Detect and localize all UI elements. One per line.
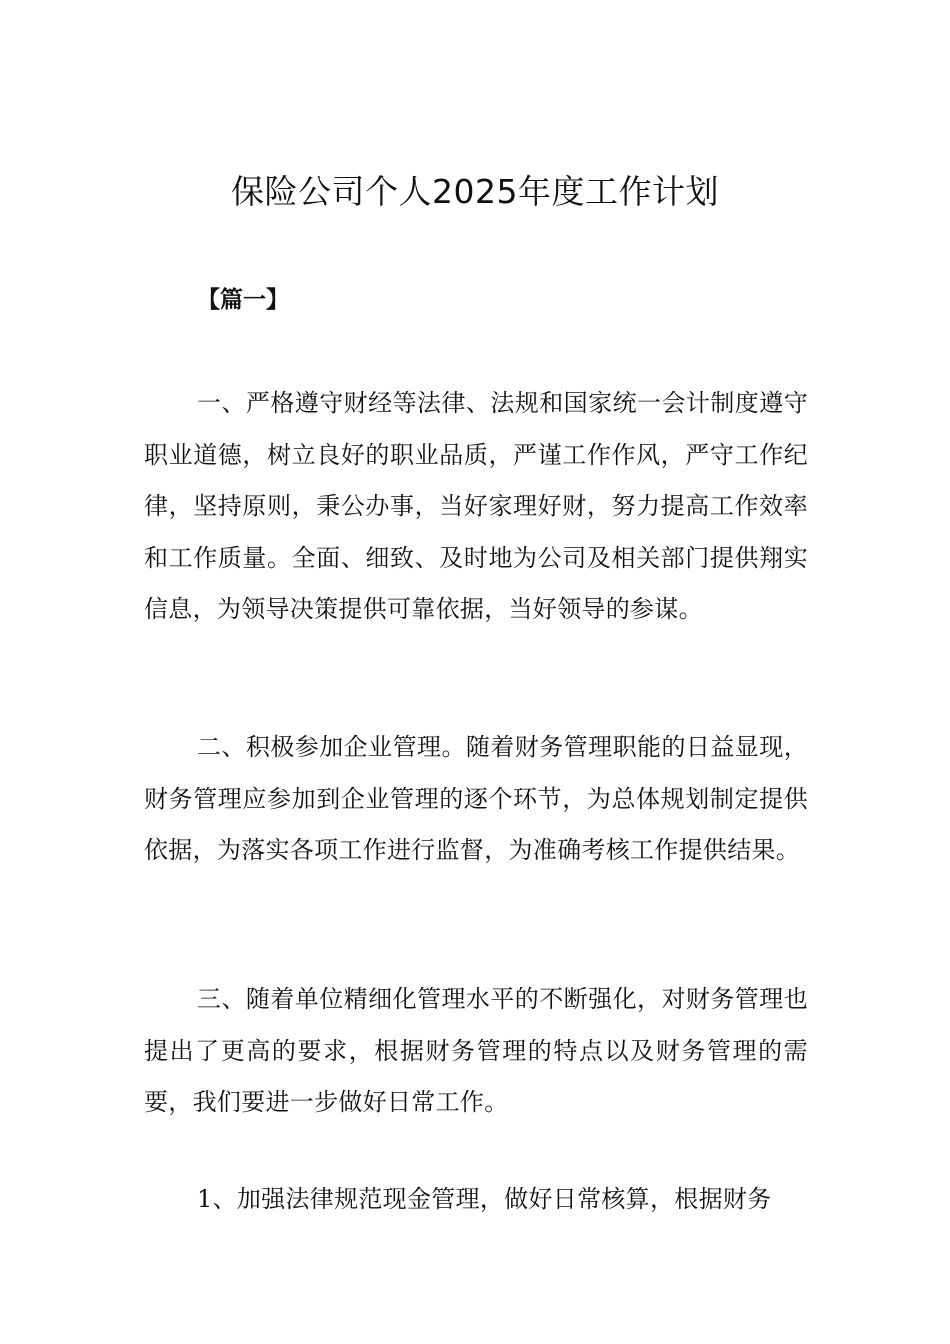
paragraph-4: 1、加强法律规范现金管理，做好日常核算，根据财务 xyxy=(197,1185,772,1213)
paragraph-1: 一、严格遵守财经等法律、法规和国家统一会计制度遵守职业道德，树立良好的职业品质，严谨工作作风，严守工作纪律，坚持原则，秉公办事，当好家理好财，努力提高工作效率和工作质量。全面、细致、及时地为公司及相关部门提供翔实信息，为领导决策提供可靠依据，当好领导的参谋。 xyxy=(144,389,808,623)
paragraph-3: 三、随着单位精细化管理水平的不断强化，对财务管理也提出了更高的要求，根据财务管理的特点以及财务管理的需要，我们要进一步做好日常工作。 xyxy=(144,985,808,1116)
paragraph-2: 二、积极参加企业管理。随着财务管理职能的日益显现，财务管理应参加到企业管理的逐个环节，为总体规划制定提供依据，为落实各项工作进行监督，为准确考核工作提供结果。 xyxy=(144,733,808,864)
document-title: 保险公司个人2025年度工作计划 xyxy=(231,172,719,211)
section-label: 【篇一】 xyxy=(197,286,289,313)
